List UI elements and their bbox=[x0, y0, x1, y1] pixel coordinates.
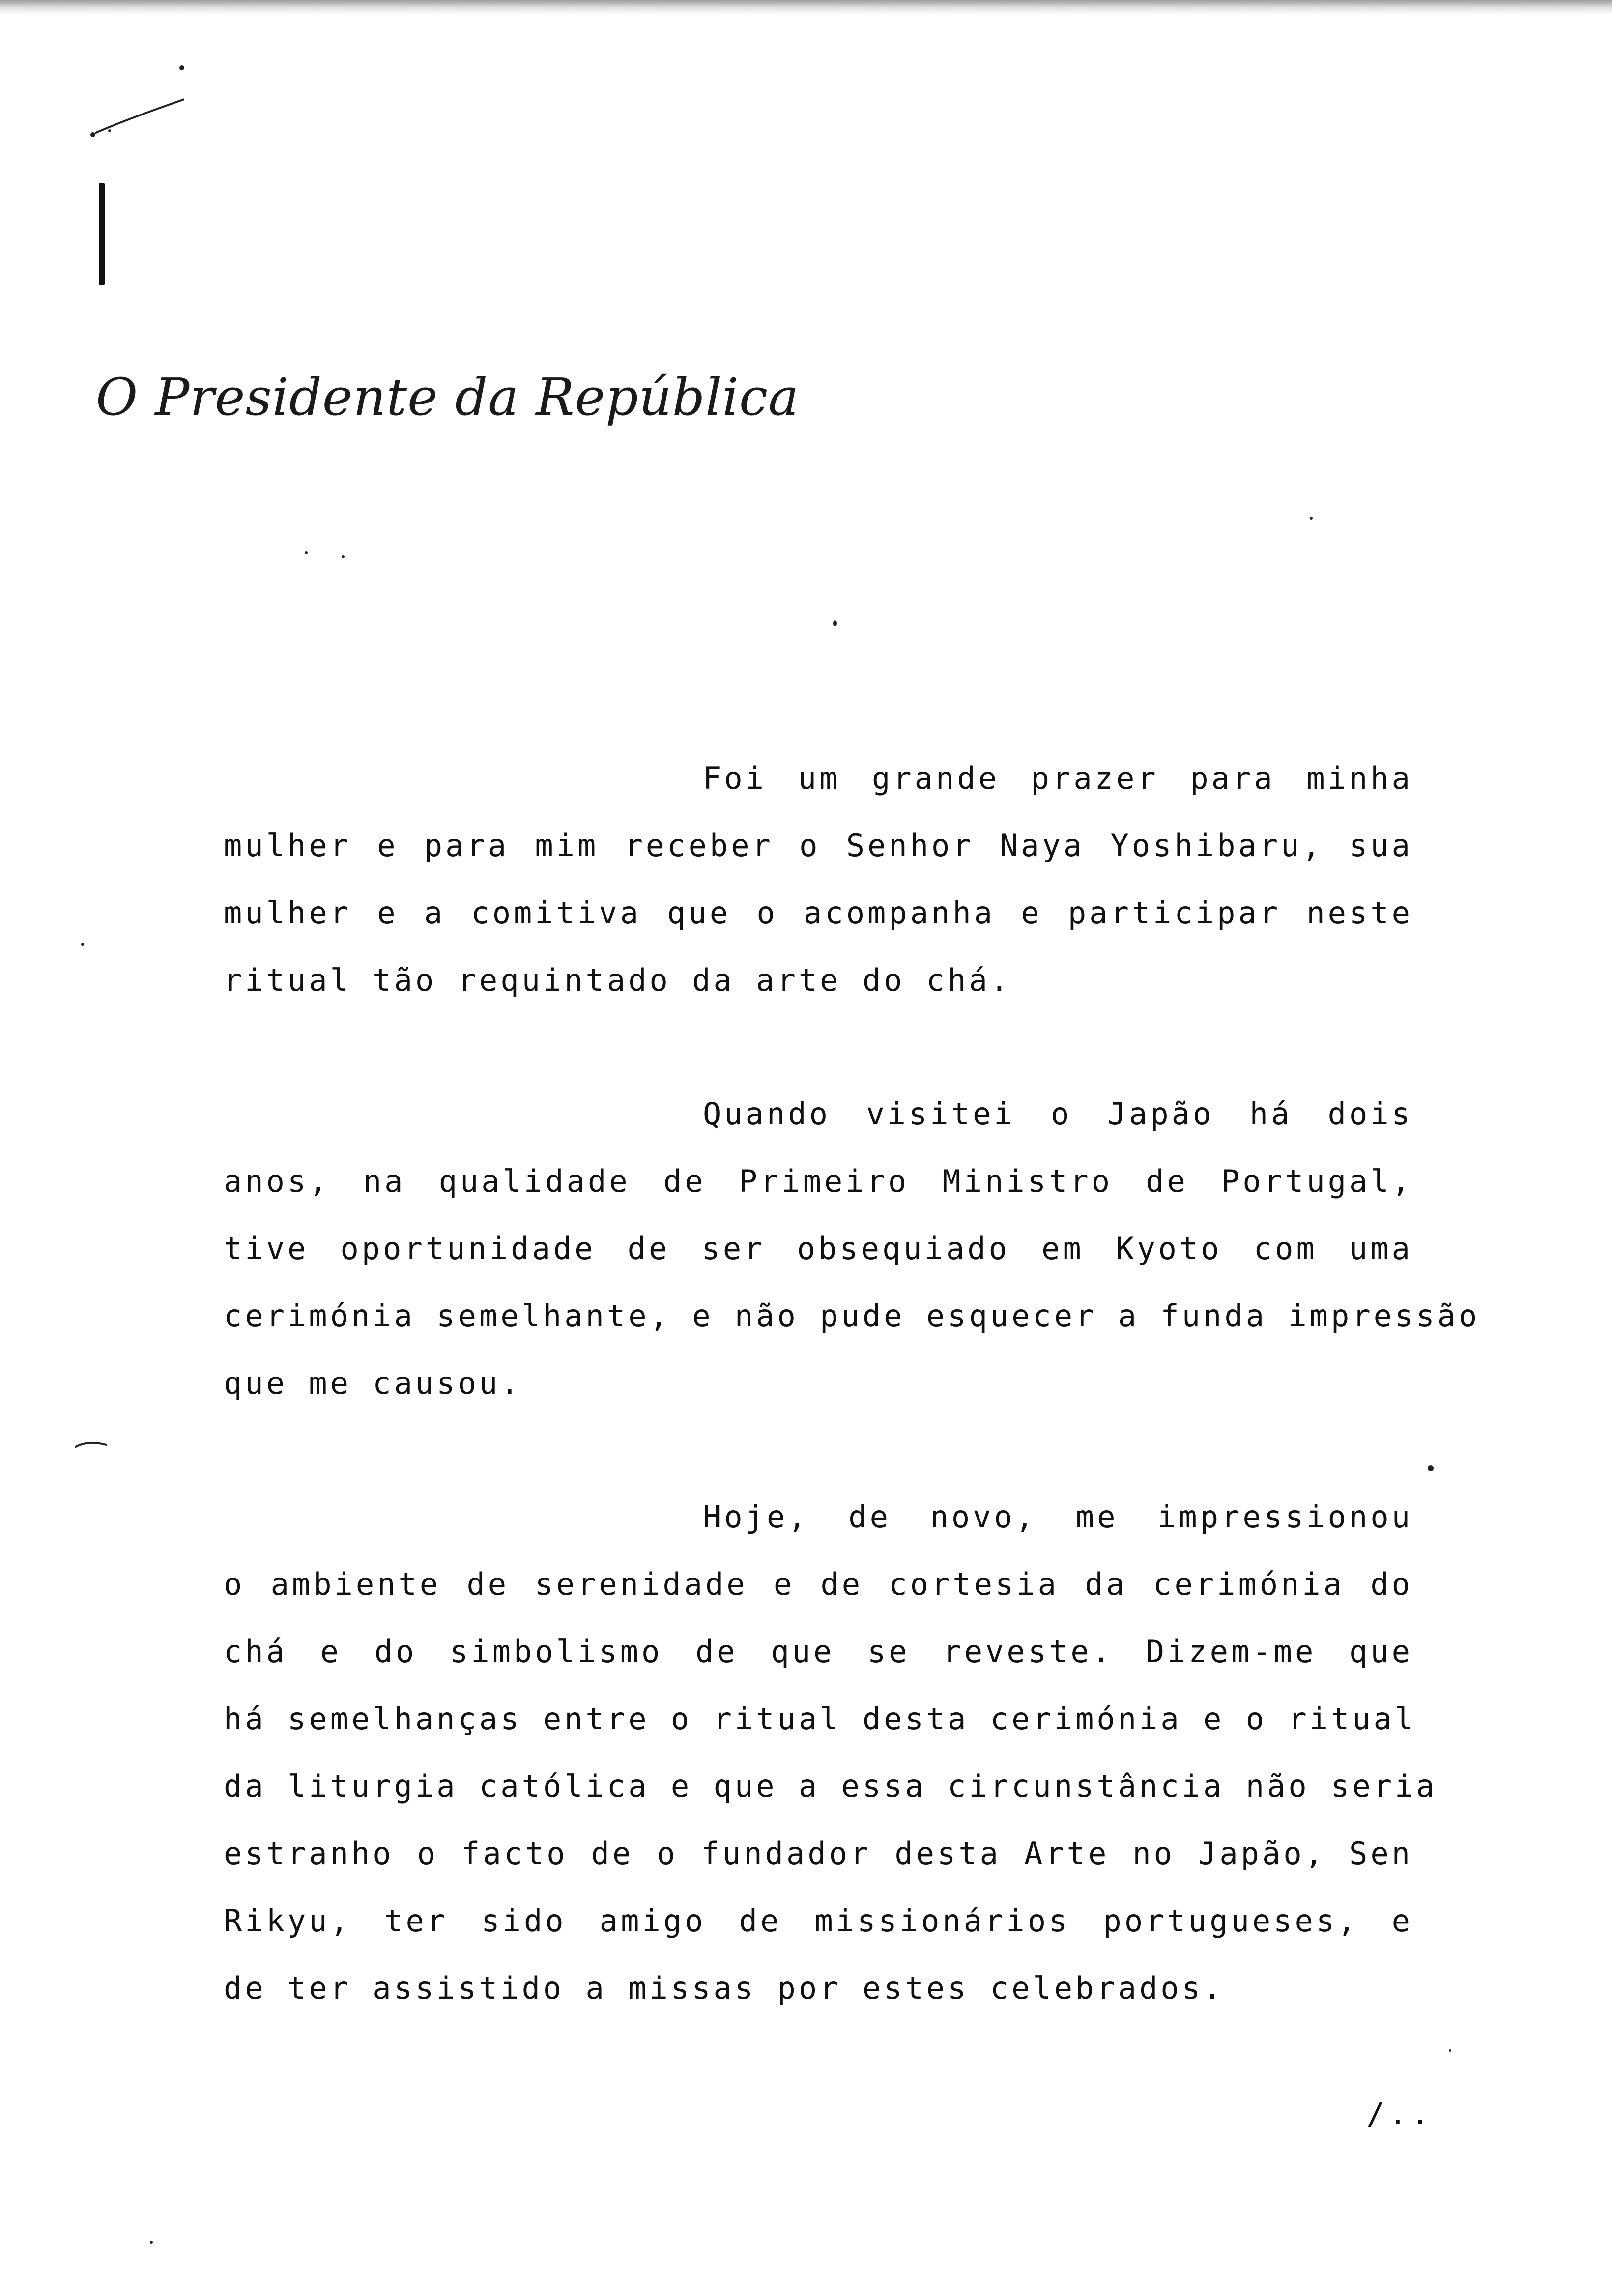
text-line: cerimónia semelhante, e não pude esquecer a funda impressão bbox=[224, 1298, 1480, 1334]
margin-vertical-bar bbox=[99, 183, 105, 285]
continuation-mark: /.. bbox=[1366, 2096, 1433, 2132]
paragraph-2 bbox=[224, 1080, 1480, 1417]
paragraph-3 bbox=[224, 1483, 1438, 2022]
text-line: chá e do simbolismo de que se reveste. Dizem-me que bbox=[224, 1634, 1413, 1669]
scan-speck bbox=[305, 551, 308, 554]
scan-speck bbox=[1449, 2049, 1451, 2052]
text-line: ritual tão requintado da arte do chá. bbox=[224, 962, 1012, 998]
text-line: estranho o facto de o fundador desta Arte no Japão, Sen bbox=[224, 1836, 1413, 1871]
letterhead-title: O Presidente da República bbox=[96, 367, 800, 427]
text-line: Foi um grande prazer para minha bbox=[703, 760, 1413, 796]
margin-dash-mark bbox=[74, 1439, 108, 1449]
text-line: anos, na qualidade de Primeiro Ministro de Portugal, bbox=[224, 1163, 1413, 1199]
scan-speck bbox=[833, 620, 837, 626]
text-line: há semelhanças entre o ritual desta cerimónia e o ritual bbox=[224, 1701, 1416, 1737]
text-line: Hoje, de novo, me impressionou bbox=[703, 1499, 1413, 1535]
text-line: que me causou. bbox=[224, 1365, 522, 1401]
text-line: da liturgia católica e que a essa circunstância não seria bbox=[224, 1768, 1438, 1804]
text-line: mulher e para mim receber o Senhor Naya Yoshibaru, sua bbox=[224, 828, 1413, 863]
text-line: Rikyu, ter sido amigo de missionários portugueses, e bbox=[224, 1903, 1413, 1939]
text-line: mulher e a comitiva que o acompanha e participar neste bbox=[224, 895, 1413, 931]
text-line: Quando visitei o Japão há dois bbox=[703, 1096, 1413, 1132]
text-line: o ambiente de serenidade e de cortesia da cerimónia do bbox=[224, 1566, 1413, 1602]
text-line: tive oportunidade de ser obsequiado em Kyoto com uma bbox=[224, 1231, 1413, 1266]
scan-speck bbox=[1310, 517, 1313, 520]
paragraph-gap bbox=[224, 1417, 1413, 1483]
paragraph-gap bbox=[224, 1014, 1413, 1080]
scan-speck bbox=[342, 555, 345, 558]
margin-pen-mark bbox=[86, 64, 184, 147]
scan-speck bbox=[1428, 1465, 1434, 1471]
paragraph-1 bbox=[224, 745, 1413, 1014]
scan-top-edge bbox=[0, 0, 1612, 15]
letter-body bbox=[224, 745, 1480, 2022]
scan-speck bbox=[81, 943, 84, 946]
letterhead bbox=[96, 349, 800, 427]
scan-speck bbox=[150, 2241, 153, 2244]
text-line: de ter assistido a missas por estes celebrados. bbox=[224, 1970, 1225, 2006]
